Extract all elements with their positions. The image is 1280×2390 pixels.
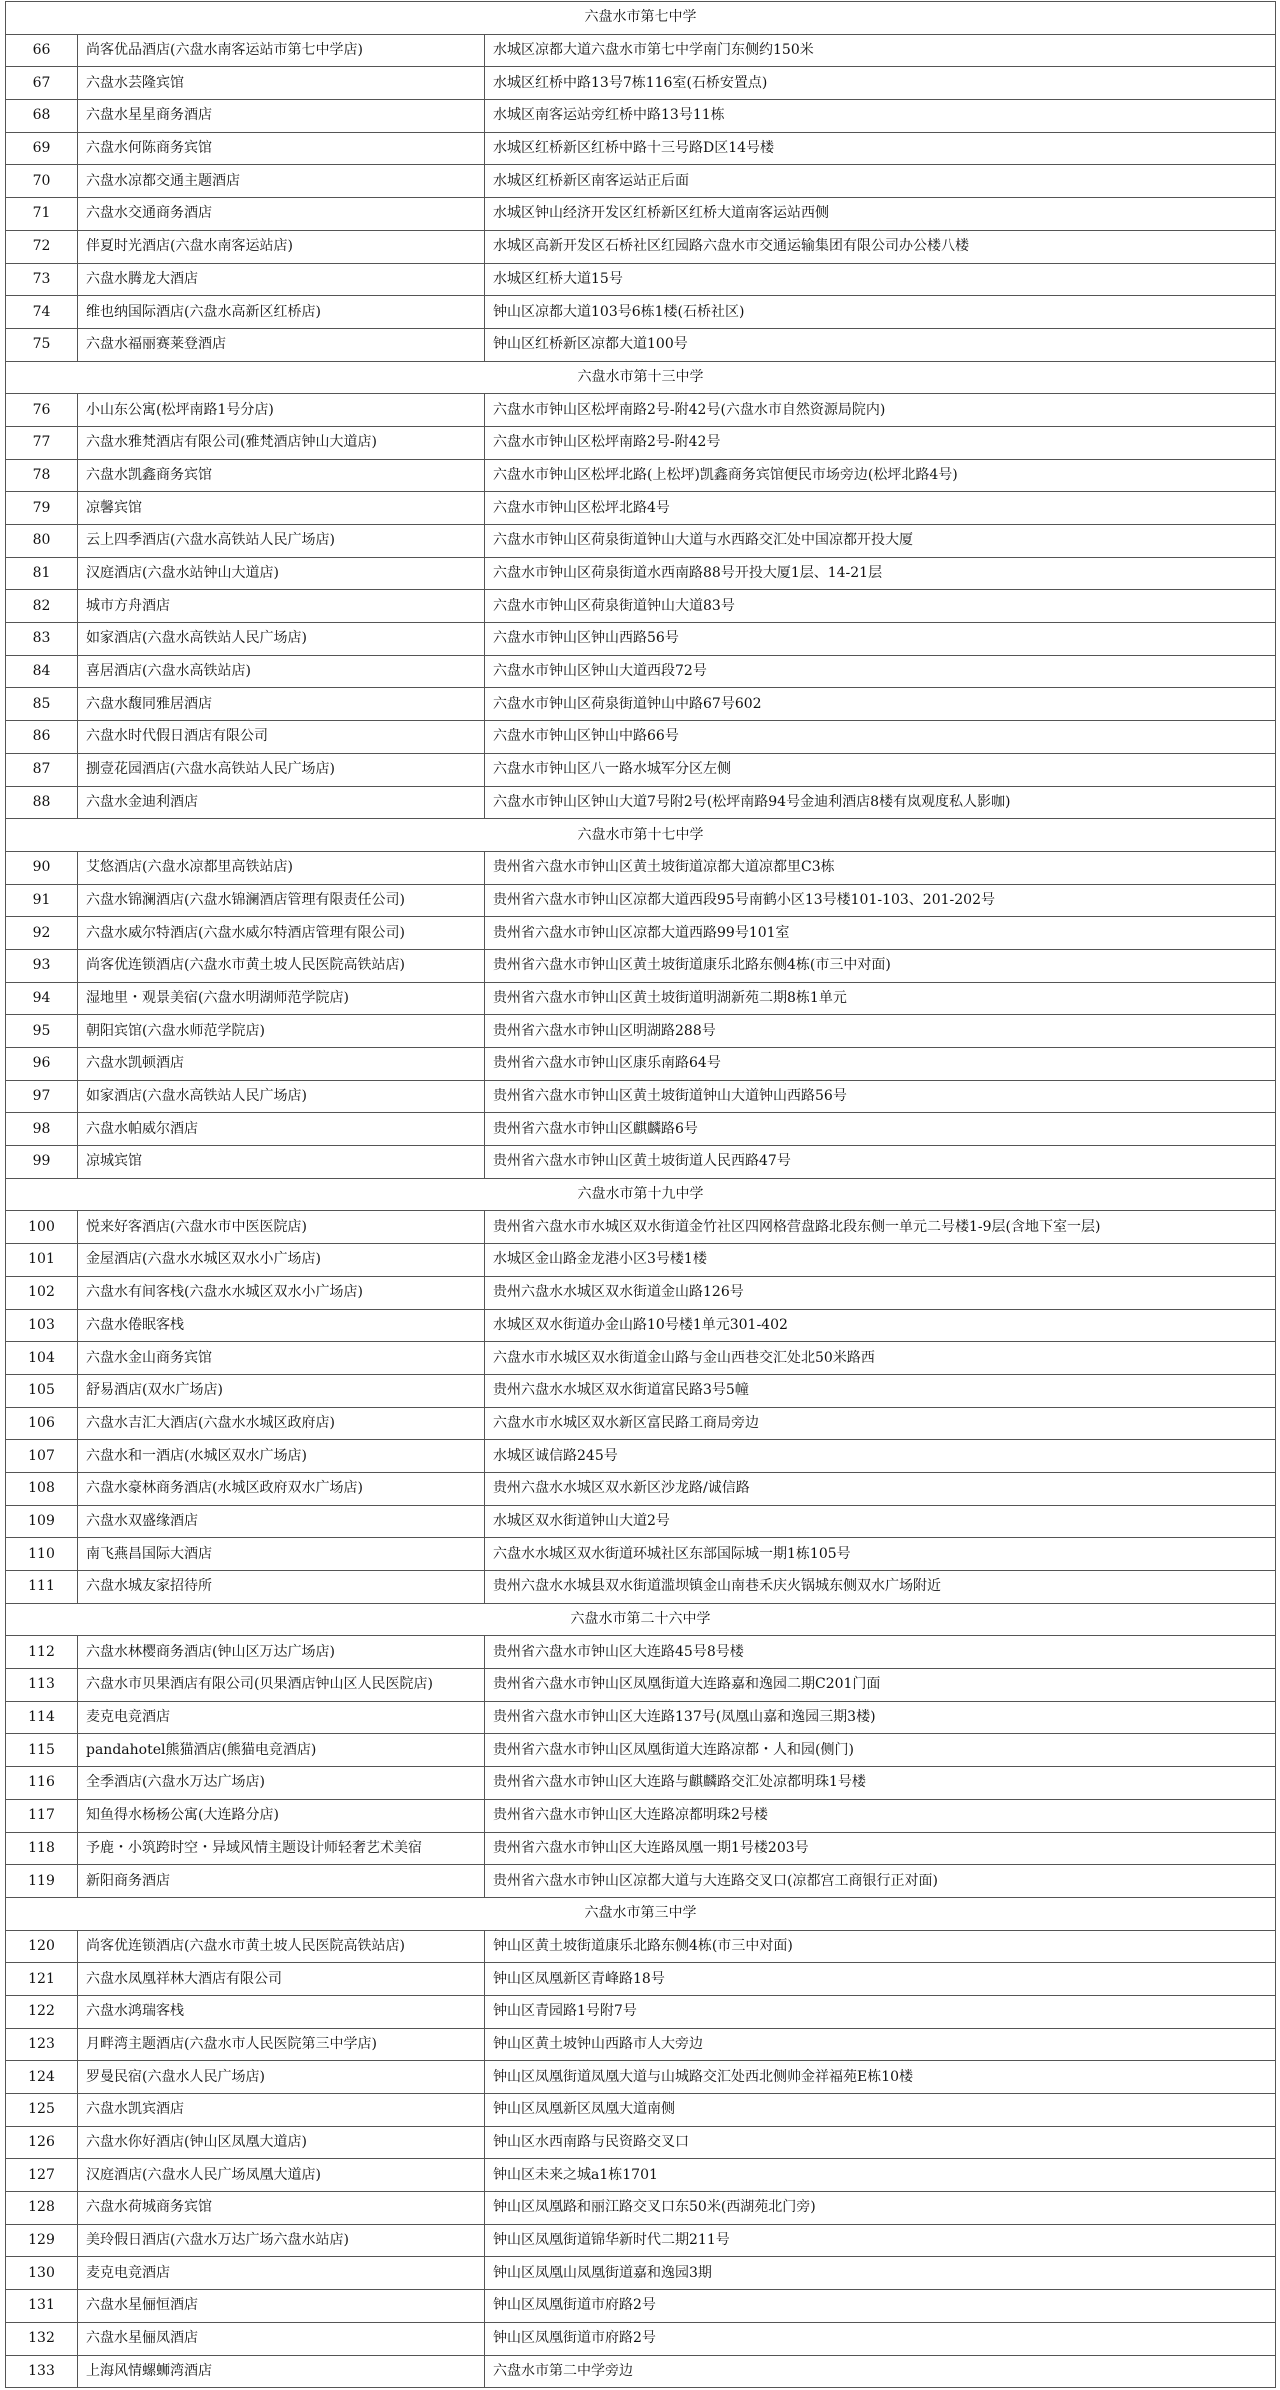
row-number: 101: [6, 1244, 78, 1277]
hotel-name: 南飞燕昌国际大酒店: [78, 1538, 485, 1571]
row-number: 86: [6, 721, 78, 754]
hotel-address: 贵州六盘水水城县双水街道滥坝镇金山南巷禾庆火锅城东侧双水广场附近: [485, 1571, 1276, 1604]
hotel-address: 贵州省六盘水市钟山区麒麟路6号: [485, 1113, 1276, 1146]
hotel-name: 城市方舟酒店: [78, 590, 485, 623]
table-row: [6, 296, 1276, 329]
hotel-address: 六盘水市钟山区钟山中路66号: [485, 721, 1276, 754]
table-row: [6, 2028, 1276, 2061]
hotel-list-table: [5, 1, 1276, 2388]
row-number: 75: [6, 328, 78, 361]
hotel-name: 六盘水腾龙大酒店: [78, 263, 485, 296]
row-number: 103: [6, 1309, 78, 1342]
row-number: 112: [6, 1636, 78, 1669]
row-number: 87: [6, 753, 78, 786]
table-row: [6, 1865, 1276, 1898]
hotel-address: 贵州省六盘水市钟山区黄土坡街道钟山大道钟山西路56号: [485, 1080, 1276, 1113]
hotel-address: 水城区诚信路245号: [485, 1440, 1276, 1473]
table-row: [6, 1571, 1276, 1604]
hotel-name: 六盘水凉都交通主题酒店: [78, 165, 485, 198]
row-number: 114: [6, 1701, 78, 1734]
hotel-address: 贵州省六盘水市钟山区凤凰街道大连路凉都・人和园(侧门): [485, 1734, 1276, 1767]
row-number: 77: [6, 426, 78, 459]
hotel-name: 凉馨宾馆: [78, 492, 485, 525]
row-number: 121: [6, 1963, 78, 1996]
hotel-name: 六盘水馥同雅居酒店: [78, 688, 485, 721]
row-number: 125: [6, 2094, 78, 2127]
row-number: 109: [6, 1505, 78, 1538]
hotel-name: 月畔湾主题酒店(六盘水市人民医院第三中学店): [78, 2028, 485, 2061]
table-row: [6, 1048, 1276, 1081]
hotel-name: 六盘水有间客栈(六盘水水城区双水小广场店): [78, 1276, 485, 1309]
row-number: 102: [6, 1276, 78, 1309]
row-number: 126: [6, 2126, 78, 2159]
hotel-name: pandahotel熊猫酒店(熊猫电竞酒店): [78, 1734, 485, 1767]
hotel-name: 六盘水雅梵酒店有限公司(雅梵酒店钟山大道店): [78, 426, 485, 459]
hotel-address: 贵州省六盘水市钟山区黄土坡街道凉都大道凉都里C3栋: [485, 851, 1276, 884]
hotel-address: 六盘水市钟山区松坪北路(上松坪)凯鑫商务宾馆便民市场旁边(松坪北路4号): [485, 459, 1276, 492]
hotel-name: 六盘水荷城商务宾馆: [78, 2192, 485, 2225]
hotel-address: 钟山区红桥新区凉都大道100号: [485, 328, 1276, 361]
hotel-name: 新阳商务酒店: [78, 1865, 485, 1898]
hotel-address: 钟山区凤凰街道市府路2号: [485, 2322, 1276, 2355]
row-number: 66: [6, 34, 78, 67]
row-number: 128: [6, 2192, 78, 2225]
school-name: 六盘水市第二十六中学: [6, 1603, 1276, 1636]
table-row: [6, 1211, 1276, 1244]
table-row: [6, 459, 1276, 492]
row-number: 107: [6, 1440, 78, 1473]
hotel-address: 贵州省六盘水市水城区双水街道金竹社区四网格营盘路北段东侧一单元二号楼1-9层(含地下室一层): [485, 1211, 1276, 1244]
hotel-name: 尚客优连锁酒店(六盘水市黄土坡人民医院高铁站店): [78, 949, 485, 982]
hotel-name: 六盘水双盛缘酒店: [78, 1505, 485, 1538]
table-row: [6, 1440, 1276, 1473]
hotel-address: 水城区金山路金龙港小区3号楼1楼: [485, 1244, 1276, 1277]
table-row: [6, 1799, 1276, 1832]
hotel-address: 水城区凉都大道六盘水市第七中学南门东侧约150米: [485, 34, 1276, 67]
row-number: 106: [6, 1407, 78, 1440]
table-row: [6, 1146, 1276, 1179]
hotel-address: 钟山区黄土坡钟山西路市人大旁边: [485, 2028, 1276, 2061]
table-row: [6, 1407, 1276, 1440]
hotel-name: 汉庭酒店(六盘水站钟山大道店): [78, 557, 485, 590]
hotel-name: 悦来好客酒店(六盘水市中医医院店): [78, 1211, 485, 1244]
table-row: [6, 1374, 1276, 1407]
hotel-address: 六盘水市钟山区钟山大道7号附2号(松坪南路94号金迪利酒店8楼有岚观度私人影咖): [485, 786, 1276, 819]
hotel-name: 舒易酒店(双水广场店): [78, 1374, 485, 1407]
hotel-address: 钟山区凤凰新区凤凰大道南侧: [485, 2094, 1276, 2127]
hotel-name: 六盘水城友家招待所: [78, 1571, 485, 1604]
table-row: [6, 623, 1276, 656]
hotel-address: 贵州省六盘水市钟山区黄土坡街道人民西路47号: [485, 1146, 1276, 1179]
hotel-name: 维也纳国际酒店(六盘水高新区红桥店): [78, 296, 485, 329]
hotel-address: 贵州省六盘水市钟山区康乐南路64号: [485, 1048, 1276, 1081]
table-row: [6, 1636, 1276, 1669]
row-number: 90: [6, 851, 78, 884]
table-row: [6, 655, 1276, 688]
table-row: [6, 263, 1276, 296]
hotel-address: 贵州省六盘水市钟山区大连路与麒麟路交汇处凉都明珠1号楼: [485, 1767, 1276, 1800]
hotel-address: 钟山区凤凰街道锦华新时代二期211号: [485, 2224, 1276, 2257]
table-row: [6, 982, 1276, 1015]
hotel-address: 贵州省六盘水市钟山区明湖路288号: [485, 1015, 1276, 1048]
school-section-header: [6, 2, 1276, 35]
hotel-address: 贵州省六盘水市钟山区凉都大道与大连路交叉口(凉都宫工商银行正对面): [485, 1865, 1276, 1898]
hotel-name: 罗曼民宿(六盘水人民广场店): [78, 2061, 485, 2094]
table-row: [6, 1113, 1276, 1146]
row-number: 91: [6, 884, 78, 917]
hotel-address: 水城区红桥大道15号: [485, 263, 1276, 296]
hotel-address: 贵州省六盘水市钟山区大连路45号8号楼: [485, 1636, 1276, 1669]
row-number: 92: [6, 917, 78, 950]
table-row: [6, 1244, 1276, 1277]
hotel-name: 六盘水威尔特酒店(六盘水威尔特酒店管理有限公司): [78, 917, 485, 950]
hotel-address: 水城区钟山经济开发区红桥新区红桥大道南客运站西侧: [485, 198, 1276, 231]
hotel-address: 六盘水市钟山区松坪北路4号: [485, 492, 1276, 525]
hotel-name: 六盘水星俪凤酒店: [78, 2322, 485, 2355]
table-row: [6, 2061, 1276, 2094]
row-number: 108: [6, 1472, 78, 1505]
row-number: 115: [6, 1734, 78, 1767]
row-number: 123: [6, 2028, 78, 2061]
table-row: [6, 1767, 1276, 1800]
row-number: 80: [6, 525, 78, 558]
hotel-name: 上海风情螺蛳湾酒店: [78, 2355, 485, 2388]
hotel-name: 美玲假日酒店(六盘水万达广场六盘水站店): [78, 2224, 485, 2257]
table-row: [6, 492, 1276, 525]
hotel-name: 六盘水吉汇大酒店(六盘水水城区政府店): [78, 1407, 485, 1440]
hotel-name: 六盘水星星商务酒店: [78, 100, 485, 133]
row-number: 98: [6, 1113, 78, 1146]
hotel-name: 凉城宾馆: [78, 1146, 485, 1179]
hotel-address: 六盘水市钟山区荷泉街道钟山大道83号: [485, 590, 1276, 623]
hotel-name: 喜居酒店(六盘水高铁站店): [78, 655, 485, 688]
row-number: 95: [6, 1015, 78, 1048]
row-number: 129: [6, 2224, 78, 2257]
hotel-address: 六盘水市钟山区荷泉街道水西南路88号开投大厦1层、14-21层: [485, 557, 1276, 590]
table-row: [6, 132, 1276, 165]
row-number: 81: [6, 557, 78, 590]
table-row: [6, 1963, 1276, 1996]
row-number: 94: [6, 982, 78, 1015]
row-number: 69: [6, 132, 78, 165]
row-number: 130: [6, 2257, 78, 2290]
hotel-name: 六盘水你好酒店(钟山区凤凰大道店): [78, 2126, 485, 2159]
school-name: 六盘水市第七中学: [6, 2, 1276, 35]
hotel-address: 六盘水水城区双水街道环城社区东部国际城一期1栋105号: [485, 1538, 1276, 1571]
hotel-name: 云上四季酒店(六盘水高铁站人民广场店): [78, 525, 485, 558]
row-number: 124: [6, 2061, 78, 2094]
table-row: [6, 1930, 1276, 1963]
hotel-address: 钟山区凤凰新区青峰路18号: [485, 1963, 1276, 1996]
row-number: 85: [6, 688, 78, 721]
hotel-address: 六盘水市水城区双水街道金山路与金山西巷交汇处北50米路西: [485, 1342, 1276, 1375]
table-row: [6, 2224, 1276, 2257]
table-row: [6, 1538, 1276, 1571]
hotel-name: 小山东公寓(松坪南路1号分店): [78, 394, 485, 427]
hotel-name: 六盘水芸隆宾馆: [78, 67, 485, 100]
table-row: [6, 34, 1276, 67]
row-number: 119: [6, 1865, 78, 1898]
school-name: 六盘水市第十七中学: [6, 819, 1276, 852]
hotel-name: 知鱼得水杨杨公寓(大连路分店): [78, 1799, 485, 1832]
hotel-address: 六盘水市水城区双水新区富民路工商局旁边: [485, 1407, 1276, 1440]
hotel-address: 六盘水市第二中学旁边: [485, 2355, 1276, 2388]
row-number: 117: [6, 1799, 78, 1832]
row-number: 99: [6, 1146, 78, 1179]
hotel-name: 麦克电竞酒店: [78, 2257, 485, 2290]
table-row: [6, 884, 1276, 917]
row-number: 97: [6, 1080, 78, 1113]
row-number: 96: [6, 1048, 78, 1081]
hotel-name: 六盘水福丽赛莱登酒店: [78, 328, 485, 361]
hotel-address: 贵州省六盘水市钟山区凤凰街道大连路嘉和逸园二期C201门面: [485, 1669, 1276, 1702]
row-number: 110: [6, 1538, 78, 1571]
hotel-address: 钟山区水西南路与民资路交叉口: [485, 2126, 1276, 2159]
row-number: 84: [6, 655, 78, 688]
table-row: [6, 67, 1276, 100]
table-row: [6, 917, 1276, 950]
hotel-name: 湿地里・观景美宿(六盘水明湖师范学院店): [78, 982, 485, 1015]
hotel-address: 贵州六盘水水城区双水街道金山路126号: [485, 1276, 1276, 1309]
hotel-address: 贵州六盘水水城区双水新区沙龙路/诚信路: [485, 1472, 1276, 1505]
table-row: [6, 394, 1276, 427]
table-row: [6, 1995, 1276, 2028]
table-row: [6, 198, 1276, 231]
school-name: 六盘水市第三中学: [6, 1897, 1276, 1930]
hotel-address: 贵州省六盘水市钟山区大连路凤凰一期1号楼203号: [485, 1832, 1276, 1865]
hotel-name: 六盘水帕威尔酒店: [78, 1113, 485, 1146]
hotel-name: 如家酒店(六盘水高铁站人民广场店): [78, 1080, 485, 1113]
row-number: 88: [6, 786, 78, 819]
table-row: [6, 1015, 1276, 1048]
table-row: [6, 1080, 1276, 1113]
row-number: 73: [6, 263, 78, 296]
school-section-header: [6, 361, 1276, 394]
hotel-name: 六盘水鸿瑞客栈: [78, 1995, 485, 2028]
row-number: 104: [6, 1342, 78, 1375]
hotel-address: 钟山区凤凰路和丽江路交叉口东50米(西湖苑北门旁): [485, 2192, 1276, 2225]
hotel-name: 朝阳宾馆(六盘水师范学院店): [78, 1015, 485, 1048]
hotel-name: 麦克电竞酒店: [78, 1701, 485, 1734]
hotel-address: 钟山区凉都大道103号6栋1楼(石桥社区): [485, 296, 1276, 329]
hotel-list-body: [6, 2, 1276, 2388]
table-row: [6, 753, 1276, 786]
hotel-address: 六盘水市钟山区荷泉街道钟山中路67号602: [485, 688, 1276, 721]
table-row: [6, 525, 1276, 558]
hotel-name: 六盘水锦澜酒店(六盘水锦澜酒店管理有限责任公司): [78, 884, 485, 917]
table-row: [6, 1832, 1276, 1865]
hotel-name: 六盘水凯鑫商务宾馆: [78, 459, 485, 492]
table-row: [6, 786, 1276, 819]
table-row: [6, 2126, 1276, 2159]
hotel-address: 钟山区青园路1号附7号: [485, 1995, 1276, 2028]
hotel-address: 贵州省六盘水市钟山区黄土坡街道康乐北路东侧4栋(市三中对面): [485, 949, 1276, 982]
hotel-address: 六盘水市钟山区八一路水城军分区左侧: [485, 753, 1276, 786]
hotel-name: 捌壹花园酒店(六盘水高铁站人民广场店): [78, 753, 485, 786]
hotel-address: 钟山区凤凰街道市府路2号: [485, 2290, 1276, 2323]
table-row: [6, 851, 1276, 884]
hotel-address: 水城区红桥新区南客运站正后面: [485, 165, 1276, 198]
row-number: 100: [6, 1211, 78, 1244]
hotel-name: 六盘水市贝果酒店有限公司(贝果酒店钟山区人民医院店): [78, 1669, 485, 1702]
hotel-name: 六盘水交通商务酒店: [78, 198, 485, 231]
hotel-address: 贵州省六盘水市钟山区黄土坡街道明湖新苑二期8栋1单元: [485, 982, 1276, 1015]
row-number: 132: [6, 2322, 78, 2355]
row-number: 82: [6, 590, 78, 623]
table-row: [6, 2159, 1276, 2192]
table-row: [6, 721, 1276, 754]
hotel-name: 六盘水金迪利酒店: [78, 786, 485, 819]
table-row: [6, 2257, 1276, 2290]
hotel-address: 水城区红桥新区红桥中路十三号路D区14号楼: [485, 132, 1276, 165]
hotel-address: 钟山区黄土坡街道康乐北路东侧4栋(市三中对面): [485, 1930, 1276, 1963]
row-number: 70: [6, 165, 78, 198]
hotel-name: 予鹿・小筑跨时空・异域风情主题设计师轻奢艺术美宿: [78, 1832, 485, 1865]
row-number: 93: [6, 949, 78, 982]
hotel-address: 六盘水市钟山区松坪南路2号-附42号(六盘水市自然资源局院内): [485, 394, 1276, 427]
school-section-header: [6, 1897, 1276, 1930]
table-row: [6, 1505, 1276, 1538]
school-section-header: [6, 1603, 1276, 1636]
hotel-name: 六盘水星俪恒酒店: [78, 2290, 485, 2323]
table-row: [6, 590, 1276, 623]
hotel-name: 六盘水和一酒店(水城区双水广场店): [78, 1440, 485, 1473]
row-number: 118: [6, 1832, 78, 1865]
row-number: 133: [6, 2355, 78, 2388]
row-number: 67: [6, 67, 78, 100]
row-number: 78: [6, 459, 78, 492]
table-row: [6, 2094, 1276, 2127]
table-row: [6, 1701, 1276, 1734]
row-number: 131: [6, 2290, 78, 2323]
hotel-name: 六盘水何陈商务宾馆: [78, 132, 485, 165]
row-number: 113: [6, 1669, 78, 1702]
table-row: [6, 230, 1276, 263]
hotel-name: 尚客优连锁酒店(六盘水市黄土坡人民医院高铁站店): [78, 1930, 485, 1963]
table-row: [6, 2355, 1276, 2388]
hotel-address: 六盘水市钟山区钟山西路56号: [485, 623, 1276, 656]
hotel-address: 六盘水市钟山区松坪南路2号-附42号: [485, 426, 1276, 459]
row-number: 71: [6, 198, 78, 231]
hotel-address: 贵州六盘水水城区双水街道富民路3号5幢: [485, 1374, 1276, 1407]
hotel-address: 钟山区凤凰山凤凰街道嘉和逸园3期: [485, 2257, 1276, 2290]
hotel-address: 水城区双水街道钟山大道2号: [485, 1505, 1276, 1538]
hotel-address: 六盘水市钟山区荷泉街道钟山大道与水西路交汇处中国凉都开投大厦: [485, 525, 1276, 558]
hotel-address: 钟山区凤凰街道凤凰大道与山城路交汇处西北侧帅金祥福苑E栋10楼: [485, 2061, 1276, 2094]
table-row: [6, 1342, 1276, 1375]
table-row: [6, 426, 1276, 459]
hotel-address: 水城区红桥中路13号7栋116室(石桥安置点): [485, 67, 1276, 100]
hotel-address: 水城区南客运站旁红桥中路13号11栋: [485, 100, 1276, 133]
hotel-address: 贵州省六盘水市钟山区大连路137号(凤凰山嘉和逸园三期3楼): [485, 1701, 1276, 1734]
table-row: [6, 949, 1276, 982]
table-row: [6, 2322, 1276, 2355]
hotel-name: 六盘水凯顿酒店: [78, 1048, 485, 1081]
table-row: [6, 557, 1276, 590]
table-row: [6, 1472, 1276, 1505]
row-number: 122: [6, 1995, 78, 2028]
table-row: [6, 2192, 1276, 2225]
hotel-address: 六盘水市钟山区钟山大道西段72号: [485, 655, 1276, 688]
hotel-name: 金屋酒店(六盘水水城区双水小广场店): [78, 1244, 485, 1277]
table-row: [6, 100, 1276, 133]
hotel-name: 全季酒店(六盘水万达广场店): [78, 1767, 485, 1800]
row-number: 79: [6, 492, 78, 525]
hotel-name: 六盘水金山商务宾馆: [78, 1342, 485, 1375]
hotel-name: 尚客优品酒店(六盘水南客运站市第七中学店): [78, 34, 485, 67]
table-row: [6, 1309, 1276, 1342]
school-section-header: [6, 1178, 1276, 1211]
row-number: 120: [6, 1930, 78, 1963]
hotel-name: 伴夏时光酒店(六盘水南客运站店): [78, 230, 485, 263]
row-number: 72: [6, 230, 78, 263]
hotel-name: 六盘水林樱商务酒店(钟山区万达广场店): [78, 1636, 485, 1669]
hotel-name: 六盘水倦眠客栈: [78, 1309, 485, 1342]
table-row: [6, 1669, 1276, 1702]
table-row: [6, 1734, 1276, 1767]
table-row: [6, 688, 1276, 721]
row-number: 83: [6, 623, 78, 656]
table-row: [6, 2290, 1276, 2323]
hotel-name: 六盘水凤凰祥林大酒店有限公司: [78, 1963, 485, 1996]
hotel-address: 贵州省六盘水市钟山区凉都大道西路99号101室: [485, 917, 1276, 950]
hotel-name: 六盘水凯宾酒店: [78, 2094, 485, 2127]
hotel-address: 水城区高新开发区石桥社区红园路六盘水市交通运输集团有限公司办公楼八楼: [485, 230, 1276, 263]
row-number: 74: [6, 296, 78, 329]
school-section-header: [6, 819, 1276, 852]
row-number: 105: [6, 1374, 78, 1407]
row-number: 76: [6, 394, 78, 427]
hotel-name: 汉庭酒店(六盘水人民广场凤凰大道店): [78, 2159, 485, 2192]
hotel-name: 艾悠酒店(六盘水凉都里高铁站店): [78, 851, 485, 884]
row-number: 116: [6, 1767, 78, 1800]
hotel-name: 如家酒店(六盘水高铁站人民广场店): [78, 623, 485, 656]
table-row: [6, 328, 1276, 361]
school-name: 六盘水市第十三中学: [6, 361, 1276, 394]
row-number: 127: [6, 2159, 78, 2192]
hotel-name: 六盘水时代假日酒店有限公司: [78, 721, 485, 754]
hotel-name: 六盘水豪林商务酒店(水城区政府双水广场店): [78, 1472, 485, 1505]
table-row: [6, 1276, 1276, 1309]
hotel-address: 贵州省六盘水市钟山区大连路凉都明珠2号楼: [485, 1799, 1276, 1832]
table-row: [6, 165, 1276, 198]
hotel-address: 钟山区未来之城a1栋1701: [485, 2159, 1276, 2192]
school-name: 六盘水市第十九中学: [6, 1178, 1276, 1211]
hotel-address: 水城区双水街道办金山路10号楼1单元301-402: [485, 1309, 1276, 1342]
row-number: 68: [6, 100, 78, 133]
row-number: 111: [6, 1571, 78, 1604]
hotel-address: 贵州省六盘水市钟山区凉都大道西段95号南鹤小区13号楼101-103、201-202号: [485, 884, 1276, 917]
